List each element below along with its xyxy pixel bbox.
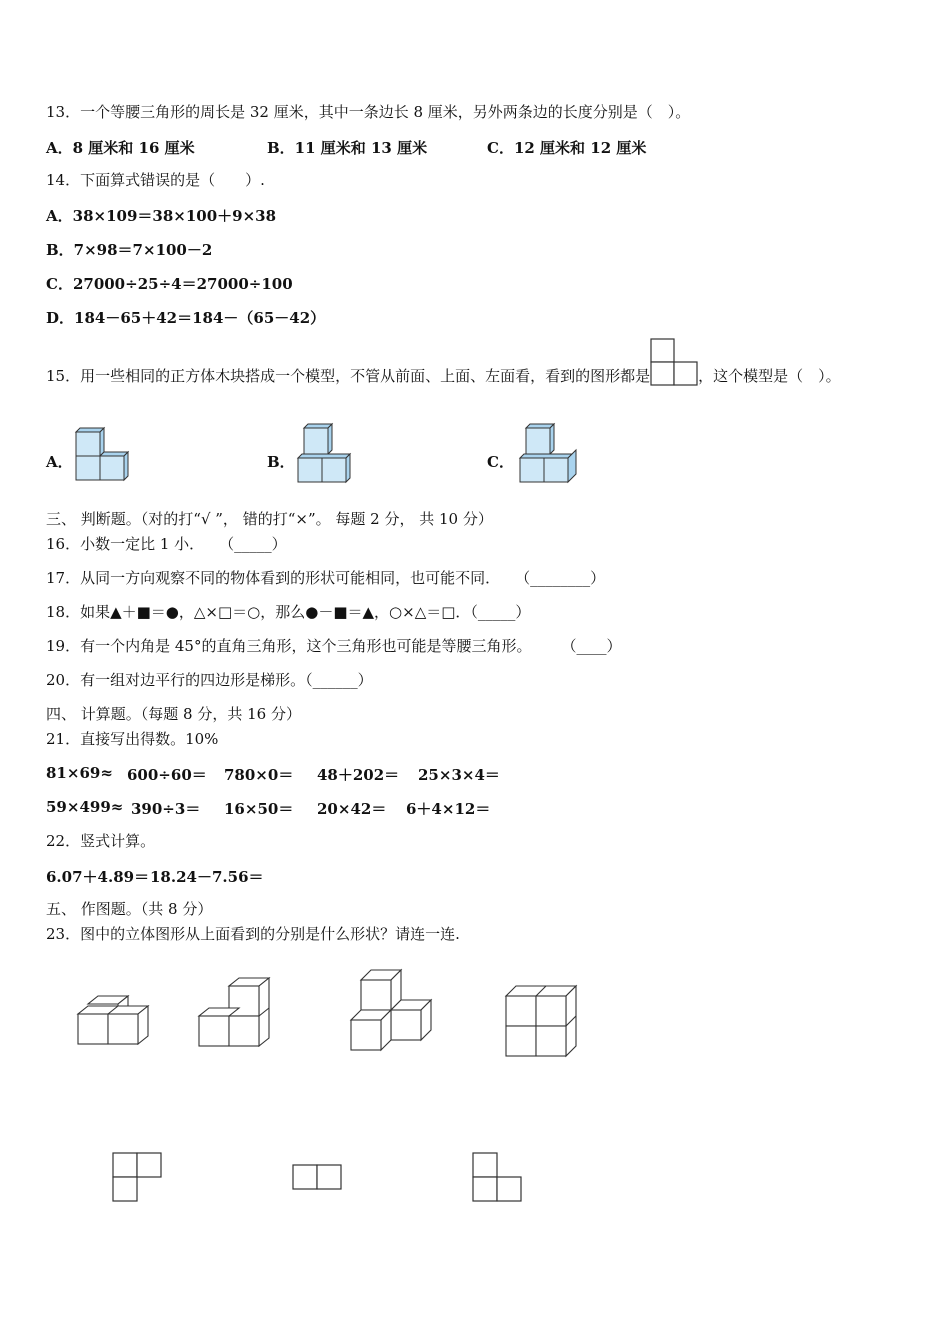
q15-option-a[interactable]: A． [46,453,73,471]
q14-option-b[interactable]: B．7×98＝7×100－2 [46,241,213,259]
q14-stem: 14．下面算式错误的是（ ）. [46,171,265,189]
view-shape-figure [650,368,698,386]
q20: 20．有一组对边平行的四边形是梯形。（______） [46,671,373,689]
calc-row-3 [46,866,646,884]
q15-cube-figure-c [518,424,580,484]
section3-title: 三、 判断题。（对的打“√ ”， 错的打“×”。 每题 2 分， 共 10 分） [46,510,493,528]
q13-stem: 13．一个等腰三角形的周长是 32 厘米，其中一条边长 8 厘米，另外两条边的长度分别是（ ）。 [46,103,691,121]
calc-item: 18.24－7.56＝ [150,868,264,886]
q15-stem-after: ，这个模型是（ ）。 [698,367,841,385]
calc-item: 6＋4×12＝ [406,800,491,818]
solid-figure-3 [349,968,435,1054]
q13-option-a[interactable]: A．8 厘米和 16 厘米 [46,139,195,157]
calc-item: 48＋202＝ [317,766,400,784]
section5-title: 五、 作图题。（共 8 分） [46,900,213,918]
q23: 23．图中的立体图形从上面看到的分别是什么形状？请连一连. [46,925,460,943]
calc-item: 20×42＝ [317,800,387,818]
calc-item: 6.07＋4.89＝ [46,868,150,886]
q13-option-b[interactable]: B．11 厘米和 13 厘米 [267,139,428,157]
q15-option-b[interactable]: B． [267,453,295,471]
q15-cube-figure-b [296,424,356,484]
q13-option-c[interactable]: C．12 厘米和 12 厘米 [487,139,647,157]
calc-item: 25×3×4＝ [418,766,500,784]
calc-item: 59×499≈ [46,798,124,816]
calc-row-2 [46,798,646,816]
q15-cube-figure-a [74,426,134,484]
calc-item: 390÷3＝ [131,800,201,818]
calc-item: 780×0＝ [224,766,294,784]
q14-option-a[interactable]: A．38×109＝38×100＋9×38 [46,207,277,225]
calc-item: 81×69≈ [46,764,113,782]
top-view-2 [292,1164,342,1190]
q21: 21．直接写出得数。10% [46,730,219,748]
solid-figure-2 [197,976,273,1050]
top-view-1 [112,1152,162,1202]
q14-option-c[interactable]: C．27000÷25÷4＝27000÷100 [46,275,293,293]
calc-item: 16×50＝ [224,800,294,818]
q15-stem-before: 15．用一些相同的正方体木块搭成一个模型，不管从前面、上面、左面看，看到的图形都是 [46,367,651,385]
solid-figure-1 [76,994,152,1048]
section4-title: 四、 计算题。（每题 8 分，共 16 分） [46,705,301,723]
q15-stem [46,367,841,386]
calc-row-1 [46,764,646,782]
calc-item: 600÷60＝ [127,766,207,784]
solid-figure-4 [504,984,580,1060]
q22: 22．竖式计算。 [46,832,156,850]
q17: 17．从同一方向观察不同的物体看到的形状可能相同，也可能不同． （________） [46,569,606,587]
q18: 18．如果▲＋■＝●，△×□＝○，那么●－■＝▲，○×△＝□．（_____） [46,603,531,621]
q16: 16．小数一定比 1 小． （_____） [46,535,287,553]
top-view-3 [472,1152,522,1202]
q14-option-d[interactable]: D．184－65＋42＝184－（65－42） [46,309,326,327]
q15-option-c[interactable]: C． [487,453,514,471]
q19: 19．有一个内角是 45°的直角三角形，这个三角形也可能是等腰三角形。 （____） [46,637,622,655]
